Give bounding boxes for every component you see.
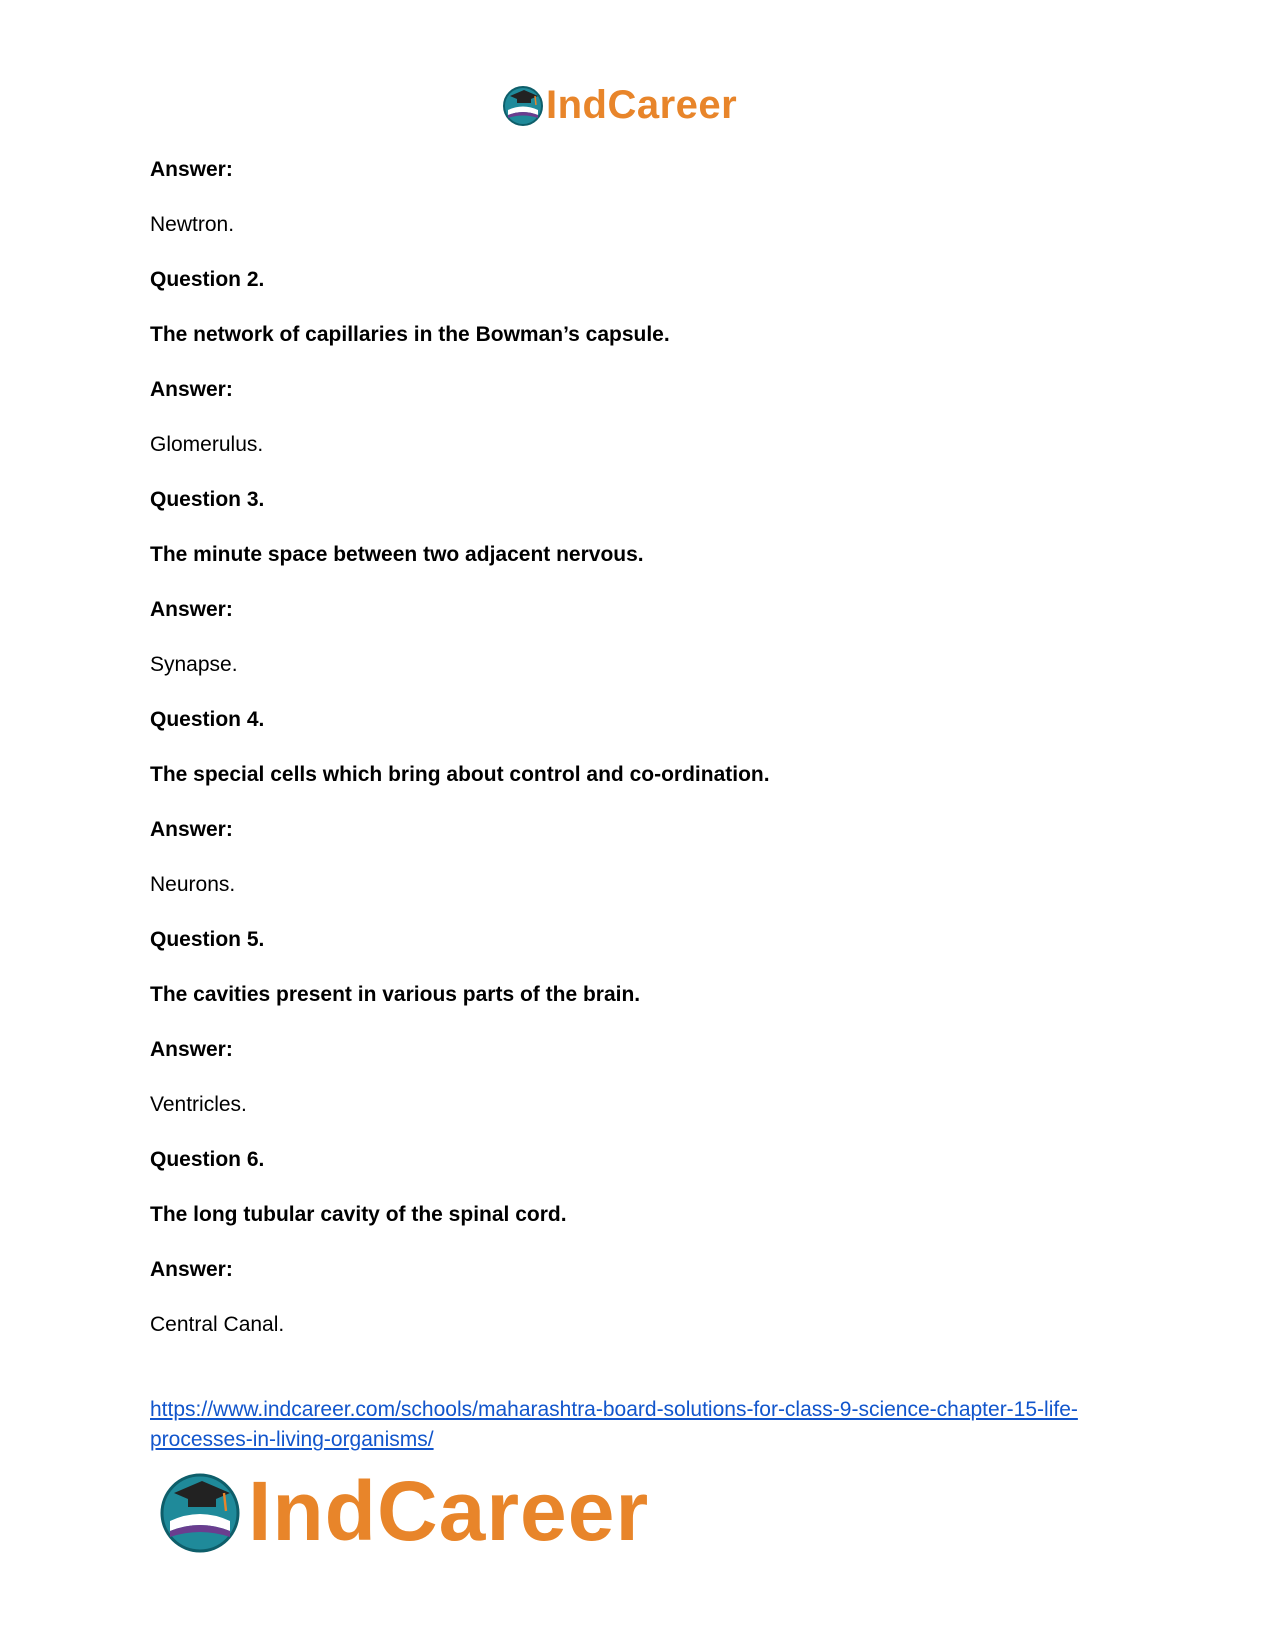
- answer-text: Synapse.: [150, 652, 238, 676]
- question-text: The special cells which bring about control and co-ordination.: [150, 762, 770, 786]
- answer-label: Answer:: [150, 1037, 233, 1061]
- question-text: The minute space between two adjacent nervous.: [150, 542, 644, 566]
- answer-text: Glomerulus.: [150, 432, 264, 456]
- graduation-cap-book-globe-icon: [158, 1469, 242, 1553]
- graduation-cap-book-globe-icon: [502, 84, 544, 126]
- answer-label: Answer:: [150, 817, 233, 841]
- answer-label: Answer:: [150, 377, 233, 401]
- question-number: Question 3.: [150, 487, 265, 511]
- source-link[interactable]: https://www.indcareer.com/schools/maharashtra-board-solutions-for-class-9-science-chapter-15-life-processes-in-living-organisms/: [150, 1398, 1078, 1451]
- answer-label: Answer:: [150, 597, 233, 621]
- question-number: Question 4.: [150, 707, 265, 731]
- question-text: The long tubular cavity of the spinal cord.: [150, 1202, 567, 1226]
- brand-name: IndCareer: [546, 82, 738, 127]
- question-text: The cavities present in various parts of the brain.: [150, 982, 641, 1006]
- question-text: The network of capillaries in the Bowman’s capsule.: [150, 322, 670, 346]
- brand-name: IndCareer: [248, 1463, 650, 1558]
- answer-text: Ventricles.: [150, 1092, 247, 1116]
- answer-text: Newtron.: [150, 212, 235, 236]
- qa-content: [150, 142, 1150, 1352]
- question-number: Question 2.: [150, 267, 265, 291]
- question-number: Question 5.: [150, 927, 265, 951]
- answer-text: Central Canal.: [150, 1312, 285, 1336]
- question-number: Question 6.: [150, 1147, 265, 1171]
- header-logo: [502, 80, 737, 130]
- footer-logo: [158, 1463, 650, 1558]
- answer-text: Neurons.: [150, 872, 236, 896]
- answer-label: Answer:: [150, 157, 233, 181]
- answer-label: Answer:: [150, 1257, 233, 1281]
